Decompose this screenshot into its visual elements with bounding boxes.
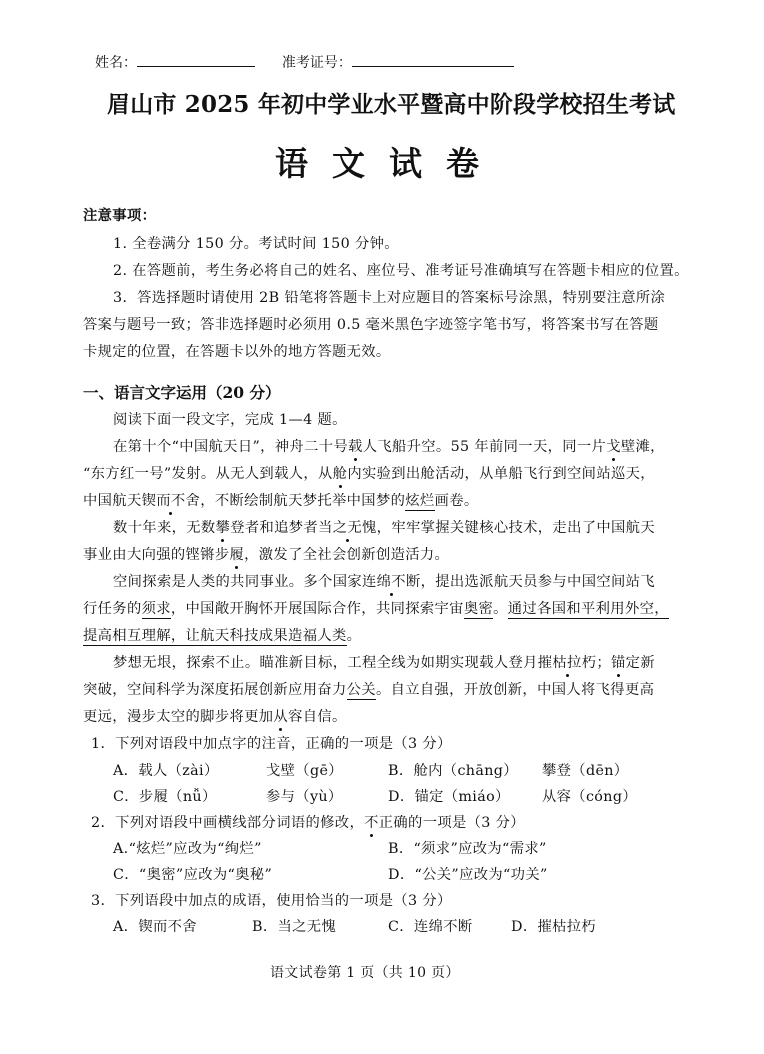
notice-item-3-line2: 答案与题号一致；答非选择题时必须用 0.5 毫米黑色字迹签字笔书写，将答案书写在答题 xyxy=(83,317,659,333)
q1-option-d: D．锚定（miáo） xyxy=(388,789,510,805)
passage-p3-line3: 提高相互理解，让航天科技成果造福人类。 xyxy=(83,628,362,644)
reading-intro: 阅读下面一段文字，完成 1—4 题。 xyxy=(113,412,347,428)
q1-option-a-2: 戈壁（gē） xyxy=(266,763,343,779)
dotted-idiom: 当之无愧 xyxy=(318,517,377,537)
underlined-word: 奥密 xyxy=(463,601,494,617)
q2-option-a: A.“炫烂”应改为“绚烂” xyxy=(113,841,262,857)
underlined-word: 须求 xyxy=(141,601,171,617)
q2-option-c: C．“奥密”应改为“奥秘” xyxy=(113,867,273,883)
q1-option-c: C．步履（nǚ） xyxy=(113,789,217,805)
dotted-char: 载 xyxy=(348,436,363,456)
notice-item-3-line1: 3．答选择题时请使用 2B 铅笔将答题卡上对应题目的答案标号涂黑，特别要注意所涂 xyxy=(113,290,666,306)
passage-p3-line2: 行任务的须求，中国敞开胸怀开展国际合作，共同探索宇宙奥密。通过各国和平利用外空， xyxy=(83,601,669,617)
underlined-sentence: 提高相互理解，让航天科技成果造福人类 xyxy=(83,628,347,644)
name-label: 姓名： xyxy=(95,55,137,71)
notice-item-2: 2. 在答题前，考生务必将自己的姓名、座位号、准考证号准确填写在答题卡相应的位置。 xyxy=(113,263,689,279)
id-label: 准考证号： xyxy=(281,55,352,71)
passage-p4-line2: 突破，空间科学为深度拓展创新应用奋力公关。自立自强，开放创新，中国人将飞得更高 xyxy=(83,682,655,698)
q2-option-b: B．“须求”应改为“需求” xyxy=(388,841,547,857)
passage-p1-line3: 中国航天锲而不舍，不断绘制航天梦托举中国梦的炫烂画卷。 xyxy=(83,490,479,510)
notice-item-1: 1. 全卷满分 150 分。考试时间 150 分钟。 xyxy=(113,236,399,252)
underlined-word: 公关 xyxy=(346,682,376,698)
paper-title: 语文试卷 xyxy=(275,144,503,183)
dotted-idiom: 摧枯拉朽 xyxy=(538,652,597,672)
underlined-sentence: 通过各国和平利用外空， xyxy=(507,601,669,617)
q1-option-d-2: 从容（cóng） xyxy=(542,789,637,805)
passage-p1-line2: “东方红一号”发射。从无人到载人，从舱内实验到出舱活动，从单船飞行到空间站巡天， xyxy=(83,463,655,483)
q3-option-d: D．摧枯拉朽 xyxy=(511,919,597,935)
passage-p1-line1: 在第十个“中国航天日”，神舟二十号载人飞船升空。55 年前同一天，同一片戈壁滩， xyxy=(113,436,665,456)
page-footer: 语文试卷第 1 页（共 10 页） xyxy=(270,965,460,981)
passage-p2-line2: 事业由大向强的铿锵步履，激发了全社会创新创造活力。 xyxy=(83,544,449,564)
passage-p4-line1: 梦想无垠，探索不止。瞄准新目标，工程全线为如期实现载人登月摧枯拉朽；锚定新 xyxy=(113,652,655,672)
underlined-word: 炫烂 xyxy=(405,493,435,509)
q1-option-b-2: 攀登（dēn） xyxy=(542,763,629,779)
q2-option-d: D．“公关”应改为“功关” xyxy=(388,867,548,883)
dotted-char: 锚 xyxy=(611,652,626,672)
question-1-stem: 1．下列对语段中加点字的注音，正确的一项是（3 分） xyxy=(91,736,452,752)
exam-title: 眉山市 2025 年初中学业水平暨高中阶段学校招生考试 xyxy=(107,91,676,118)
q3-option-b: B．当之无愧 xyxy=(252,919,337,935)
dotted-char: 舱 xyxy=(333,463,348,483)
q1-option-a: A．载人（zài） xyxy=(113,763,219,779)
passage-p4-line3: 更远，漫步太空的脚步将更加从容自信。 xyxy=(83,706,347,726)
dotted-char: 履 xyxy=(229,544,244,564)
dotted-idiom: 连绵不断 xyxy=(362,571,421,591)
passage-p2-line1: 数十年来，无数攀登者和追梦者当之无愧，牢牢掌握关键核心技术，走出了中国航天 xyxy=(113,517,655,537)
dotted-idiom: 锲而不舍 xyxy=(142,490,201,510)
q3-option-a: A．锲而不舍 xyxy=(113,919,197,935)
dotted-char: 不 xyxy=(364,812,379,832)
q1-option-c-2: 参与（yù） xyxy=(266,789,343,805)
q1-option-b: B．舱内（chāng） xyxy=(388,763,518,779)
notice-item-3-line3: 卡规定的位置，在答题卡以外的地方答题无效。 xyxy=(83,344,391,360)
dotted-char: 戈 xyxy=(606,436,621,456)
section-heading: 一、语言文字运用（20 分） xyxy=(83,383,281,402)
passage-p3-line1: 空间探索是人类的共同事业。多个国家连绵不断，提出选派航天员参与中国空间站飞 xyxy=(113,571,655,591)
notice-heading: 注意事项： xyxy=(83,208,157,224)
id-blank xyxy=(352,54,514,67)
question-2-stem: 2．下列对语段中画横线部分词语的修改，不正确的一项是（3 分） xyxy=(91,812,525,832)
candidate-info-line xyxy=(95,52,514,72)
name-blank xyxy=(137,54,255,67)
dotted-char: 攀 xyxy=(216,517,231,537)
question-3-stem: 3．下列语段中加点的成语，使用恰当的一项是（3 分） xyxy=(91,893,452,909)
q3-option-c: C．连绵不断 xyxy=(388,919,473,935)
dotted-char: 从 xyxy=(273,706,288,726)
